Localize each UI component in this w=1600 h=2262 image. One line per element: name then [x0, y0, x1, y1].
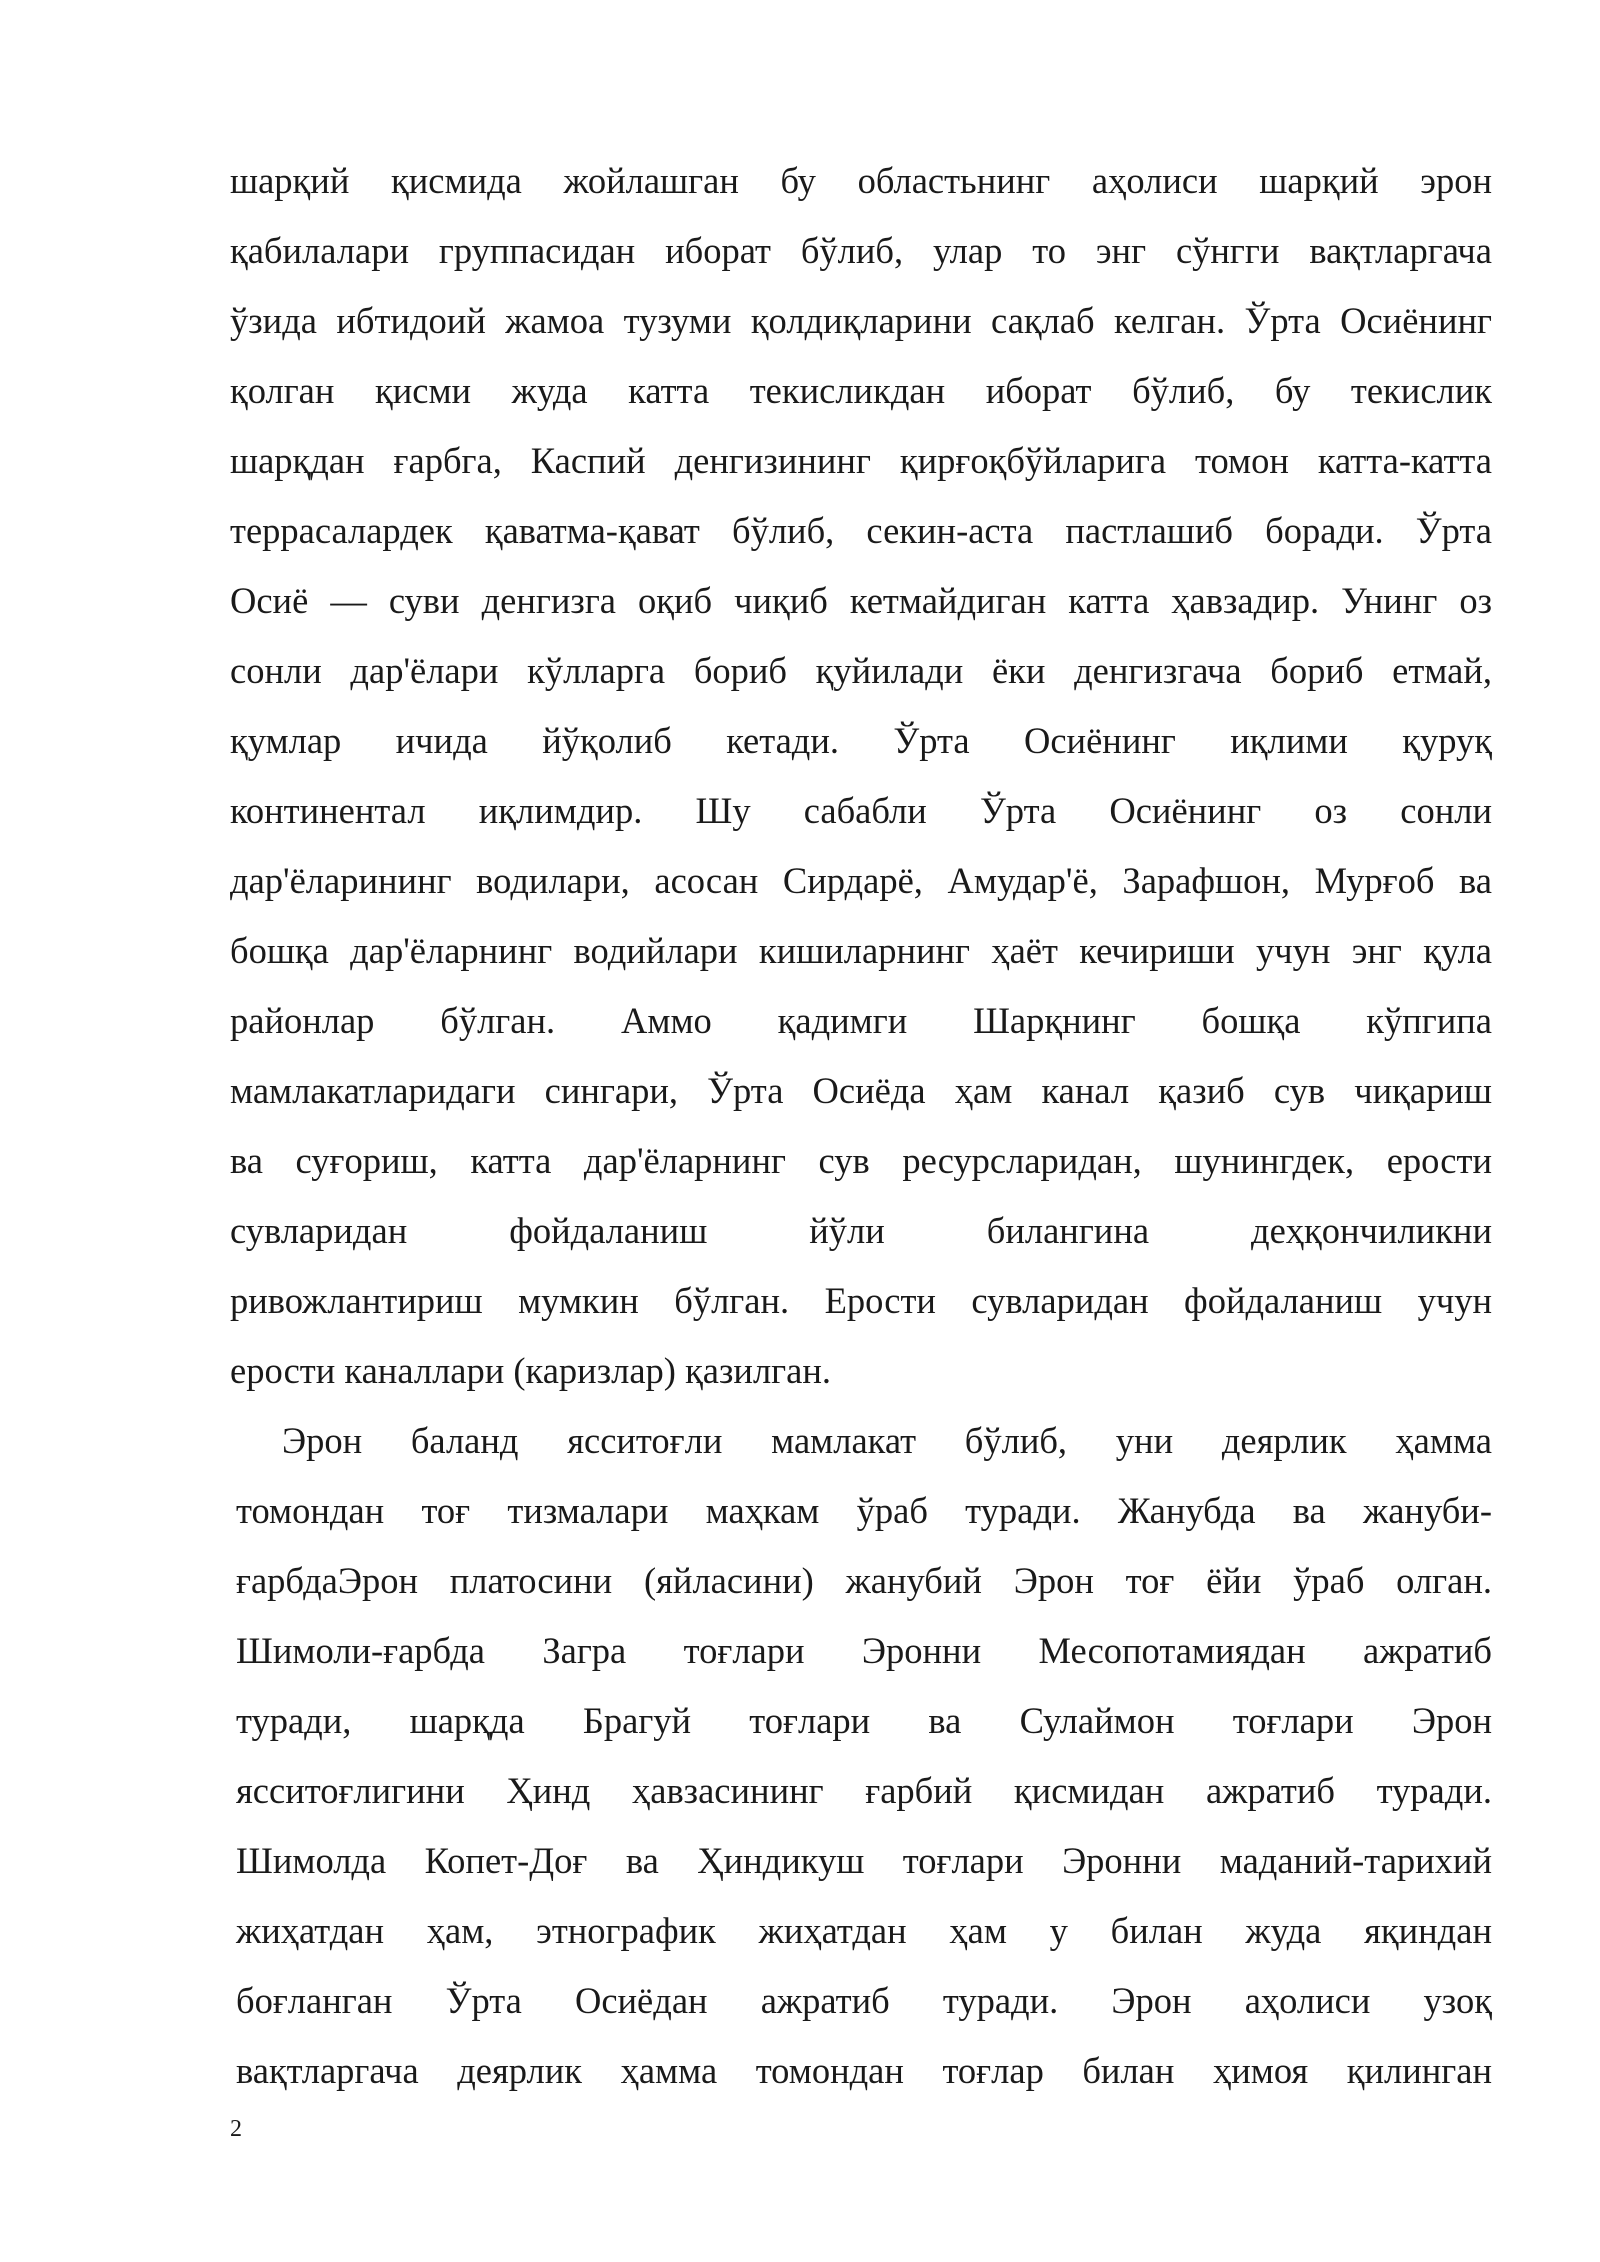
- paragraph-2-line-3: ғарбдаЭрон платосини (яйласини) жанубий Эрон тоғ ёйи ўраб олган.: [236, 1560, 1492, 1601]
- paragraph-1-line-11: дар'ёларининг водилари, асосан Сирдарё, Амудар'ё, Зарафшон, Мурғоб ва: [230, 860, 1492, 901]
- paragraph-1-line-18: ерости каналлари (каризлар) қазилган.: [230, 1350, 832, 1391]
- paragraph-1-line-7: Осиё — суви денгизга оқиб чиқиб кетмайдиган катта ҳавзадир. Унинг оз: [230, 580, 1492, 621]
- paragraph-1-line-15: ва суғориш, катта дар'ёларнинг сув ресурсларидан, шунингдек, ерости: [230, 1140, 1492, 1181]
- paragraph-1-line-4: қолган қисми жуда катта текисликдан иборат бўлиб, бу текислик: [230, 370, 1492, 411]
- paragraph-1-line-1: шарқий қисмида жойлашган бу областьнинг аҳолиси шарқий эрон: [230, 160, 1492, 201]
- paragraph-1-line-16: сувларидан фойдаланиш йўли билангина деҳқончиликни: [230, 1210, 1492, 1251]
- paragraph-2-line-5: туради, шарқда Брагуй тоғлари ва Сулаймон тоғлари Эрон: [236, 1700, 1492, 1741]
- paragraph-2-line-6: ясситоғлигини Ҳинд ҳавзасининг ғарбий қисмидан ажратиб туради.: [236, 1770, 1492, 1811]
- paragraph-2-line-9: боғланган Ўрта Осиёдан ажратиб туради. Эрон аҳолиси узоқ: [236, 1980, 1492, 2021]
- paragraph-1-line-6: террасалардек қаватма-қават бўлиб, секин-аста пастлашиб боради. Ўрта: [230, 510, 1492, 551]
- paragraph-2-line-7: Шимолда Копет-Доғ ва Ҳиндикуш тоғлари Эронни маданий-тарихий: [236, 1840, 1492, 1881]
- paragraph-2-line-2: томондан тоғ тизмалари маҳкам ўраб туради. Жанубда ва жануби-: [236, 1490, 1492, 1531]
- paragraph-1-line-3: ўзида ибтидоий жамоа тузуми қолдиқларини сақлаб келган. Ўрта Осиёнинг: [230, 300, 1492, 341]
- paragraph-1-line-8: сонли дар'ёлари кўлларга бориб қуйилади ёки денгизгача бориб етмай,: [230, 650, 1492, 691]
- paragraph-2-line-1: Эрон баланд ясситоғли мамлакат бўлиб, уни деярлик ҳамма: [282, 1420, 1492, 1461]
- page-number: 2: [230, 2116, 242, 2142]
- paragraph-1-line-9: қумлар ичида йўқолиб кетади. Ўрта Осиёнинг иқлими қуруқ: [230, 720, 1492, 761]
- paragraph-1-line-10: континентал иқлимдир. Шу сабабли Ўрта Осиёнинг оз сонли: [230, 790, 1492, 831]
- paragraph-2-line-10: вақтларгача деярлик ҳамма томондан тоғлар билан ҳимоя қилинган: [236, 2050, 1492, 2091]
- paragraph-1-line-2: қабилалари группасидан иборат бўлиб, улар то энг сўнгги вақтларгача: [230, 230, 1492, 271]
- paragraph-1-line-12: бошқа дар'ёларнинг водийлари кишиларнинг ҳаёт кечириши учун энг қула: [230, 930, 1492, 971]
- paragraph-1-line-13: районлар бўлган. Аммо қадимги Шарқнинг бошқа кўпгипа: [230, 1000, 1492, 1041]
- paragraph-2-line-4: Шимоли-ғарбда Загра тоғлари Эронни Месопотамиядан ажратиб: [236, 1630, 1492, 1671]
- paragraph-2-line-8: жиҳатдан ҳам, этнографик жиҳатдан ҳам у билан жуда яқиндан: [236, 1910, 1492, 1951]
- paragraph-1-line-5: шарқдан ғарбга, Каспий денгизининг қирғоқбўйларига томон катта-катта: [230, 440, 1492, 481]
- paragraph-1-line-14: мамлакатларидаги сингари, Ўрта Осиёда ҳам канал қазиб сув чиқариш: [230, 1070, 1492, 1111]
- paragraph-1-line-17: ривожлантириш мумкин бўлган. Ерости сувларидан фойдаланиш учун: [230, 1280, 1492, 1321]
